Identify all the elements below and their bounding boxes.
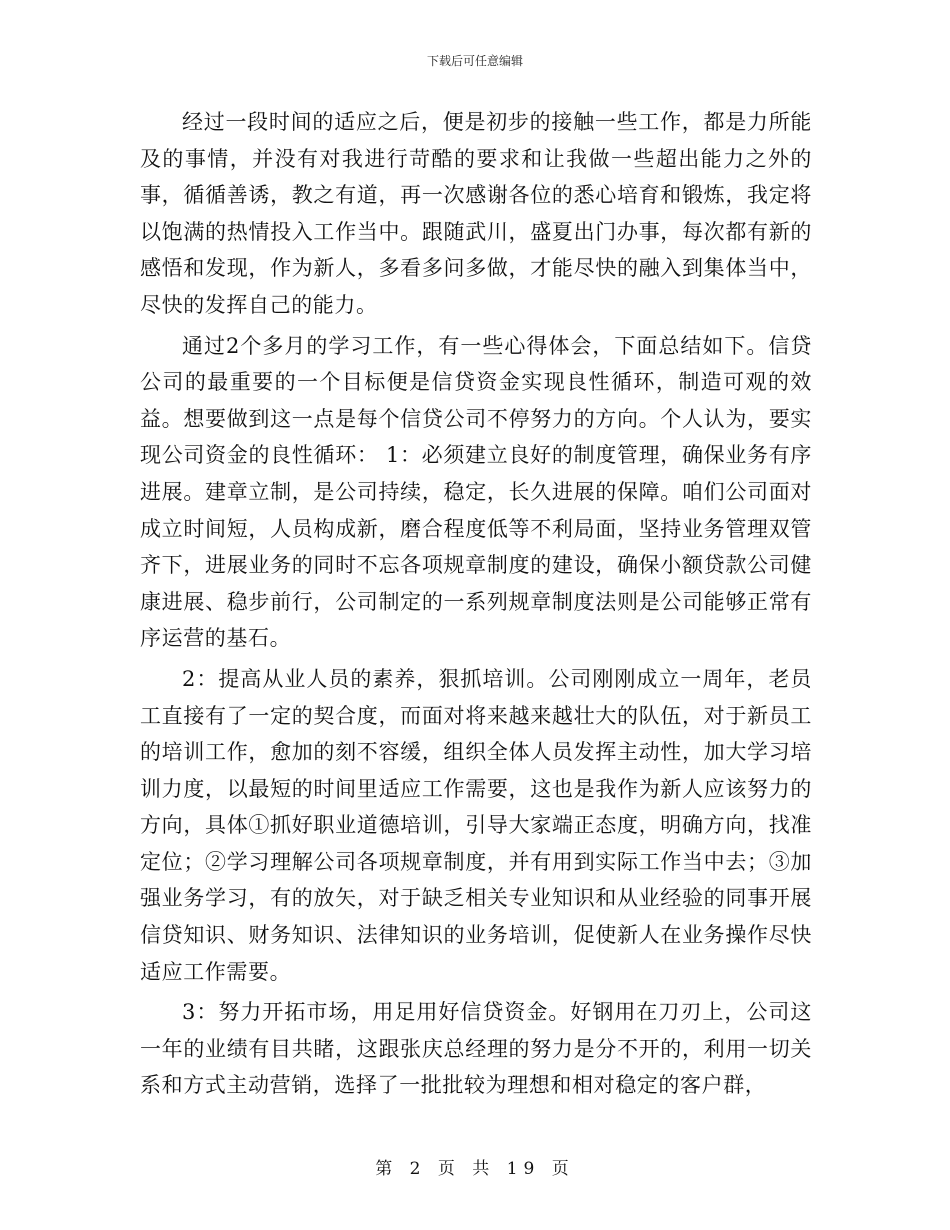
- paragraph-4: 3：努力开拓市场，用足用好信贷资金。好钢用在刀刃上，公司这一年的业绩有目共睹，这跟张庆总经理的努力是分不开的，利用一切关系和方式主动营销，选择了一批批较为理想和相对稳定的客户群，: [140, 1000, 812, 1098]
- paragraph-2: 通过2个多月的学习工作，有一些心得体会，下面总结如下。信贷公司的最重要的一个目标便是信贷资金实现良性循环，制造可观的效益。想要做到这一点是每个信贷公司不停努力的方向。个人认为，要实现公司资金的良性循环： 1：必须建立良好的制度管理，确保业务有序进展。建章立制，是公司持续，稳定，长久进展的保障。咱们公司面对成立时间短，人员构成新，磨合程度低等不利局面，坚持业务管理双管齐下，进展业务的同时不忘各项规章制度的建设，确保小额贷款公司健康进展、稳步前行，公司制定的一系列规章制度法则是公司能够正常有序运营的基石。: [140, 333, 812, 651]
- page-header: 下载后可任意编辑: [426, 54, 523, 68]
- paragraph-3: 2：提高从业人员的素养，狠抓培训。公司刚刚成立一周年，老员工直接有了一定的契合度，而面对将来越来越壮大的队伍，对于新员工的培训工作，愈加的刻不容缓，组织全体人员发挥主动性，加大学习培训力度，以最短的时间里适应工作需要，这也是我作为新人应该努力的方向，具体①抓好职业道德培训，引导大家端正态度，明确方向，找准定位；②学习理解公司各项规章制度，并有用到实际工作当中去；③加强业务学习，有的放矢，对于缺乏相关专业知识和从业经验的同事开展信贷知识、财务知识、法律知识的业务培训，促使新人在业务操作尽快适应工作需要。: [140, 666, 812, 984]
- paragraph-1: 经过一段时间的适应之后，便是初步的接触一些工作，都是力所能及的事情，并没有对我进行苛酷的要求和让我做一些超出能力之外的事，循循善诱，教之有道，再一次感谢各位的悉心培育和锻炼，我定将以饱满的热情投入工作当中。跟随武川，盛夏出门办事，每次都有新的感悟和发现，作为新人，多看多问多做，才能尽快的融入到集体当中，尽快的发挥自己的能力。: [140, 110, 812, 317]
- page-number-footer: 第 2 页 共 19 页: [375, 1159, 575, 1179]
- document-body: [140, 104, 812, 1108]
